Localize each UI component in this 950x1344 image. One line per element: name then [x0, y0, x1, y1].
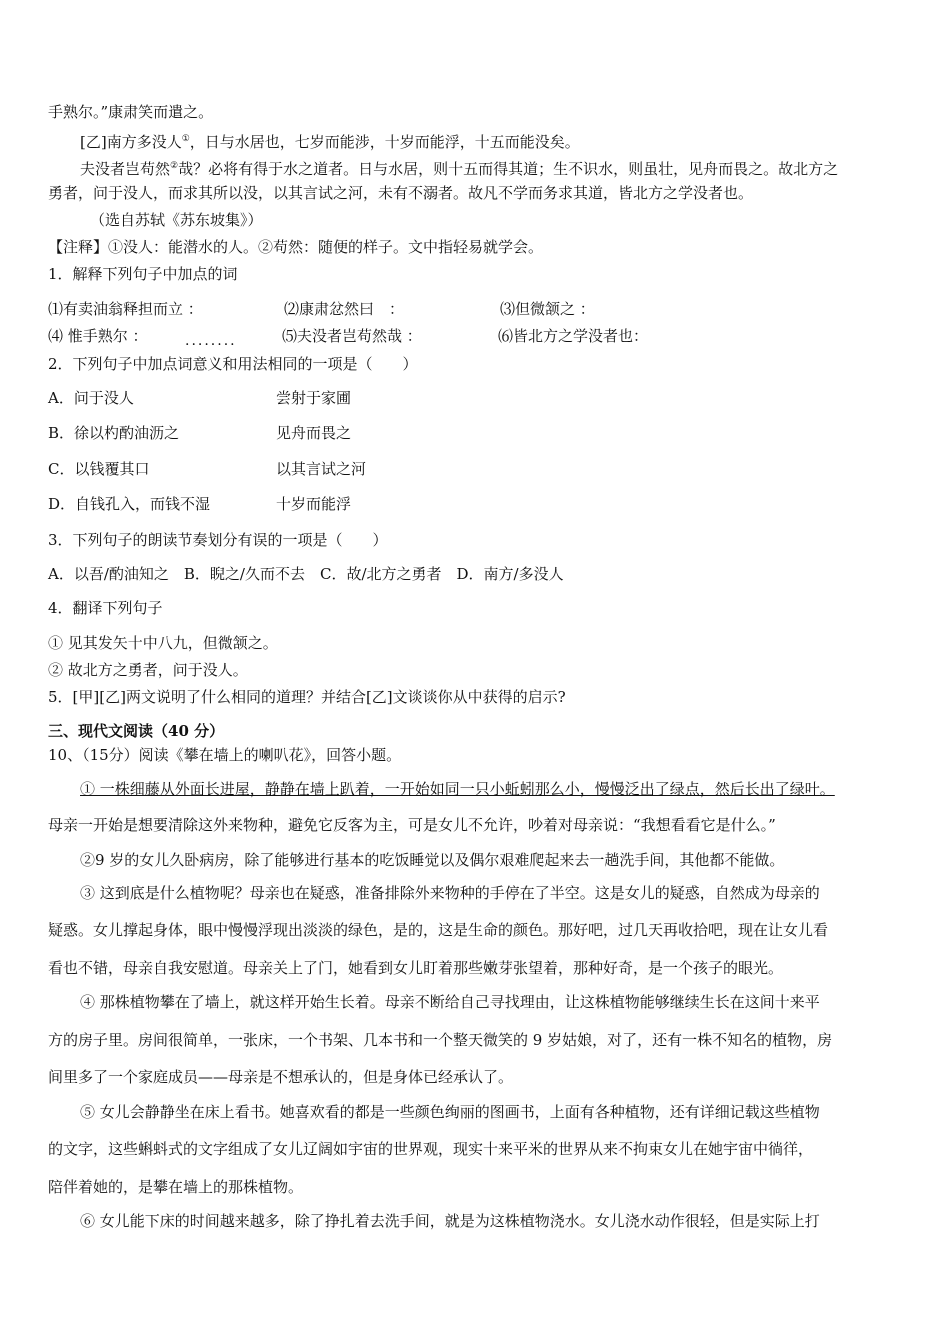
story-paragraph: ④ 那株植物攀在了墙上，就这样开始生长着。母亲不断给自己寻找理由，让这株植物能够继续生长在这间十来平: [80, 993, 820, 1011]
story-paragraph: ⑥ 女儿能下床的时间越来越多，除了挣扎着去洗手间，就是为这株植物浇水。女儿浇水动作很轻，但是实际上打: [80, 1212, 820, 1230]
story-line: 看也不错，母亲自我安慰道。母亲关上了门，她看到女儿盯着那些嫩芽张望着，那种好奇，是一个孩子的眼光。: [48, 959, 784, 977]
story-paragraph: ① 一株细藤从外面长进屋，静静在墙上趴着，一开始如同一只小蚯蚓那么小，慢慢泛出了绿点，然后长出了绿叶。: [80, 780, 835, 798]
question-2: 2．下列句子中加点词意义和用法相同的一项是（ ）: [48, 355, 418, 373]
q2-option-b: B．徐以杓酌油沥之: [48, 424, 180, 442]
passage-tail: 手熟尔。”康肃笑而遣之。: [48, 103, 214, 121]
annotation-note: 【注释】①没人：能潜水的人。②苟然：随便的样子。文中指轻易就学会。: [48, 238, 544, 256]
story-line: 母亲一开始是想要清除这外来物种，避免它反客为主，可是女儿不允许，吵着对母亲说：“我想看看它是什么。”: [48, 816, 776, 834]
question-1: 1．解释下列句子中加点的词: [48, 265, 238, 283]
yi-p1-text-cont: ，日与水居也，七岁而能涉，十岁而能浮，十五而能没矣。: [189, 133, 580, 151]
q3-options: A．以吾/酌油知之 B．睨之/久而不去 C．故/北方之勇者 D．南方/多没人: [48, 565, 564, 583]
q1-item: ⑹皆北方之学没者也：: [498, 327, 649, 345]
yi-paragraph-2: [80, 156, 838, 179]
section-title: 三、现代文阅读（40 分）: [48, 722, 225, 740]
q1-item: ⑵康肃忿然曰 ：: [284, 300, 405, 318]
story-line: 间里多了一个家庭成员——母亲是不想承认的，但是身体已经承认了。: [48, 1068, 514, 1086]
question-4: 4．翻译下列句子: [48, 599, 163, 617]
q1-item: ⑶但微颔之 ：: [500, 300, 595, 318]
story-line: 方的房子里。房间很简单，一张床，一个书架、几本书和一个整天微笑的 9 岁姑娘，对了，还有一株不知名的植物，房: [48, 1031, 833, 1049]
q4-item-2: ② 故北方之勇者，问于没人。: [48, 661, 248, 679]
q2-option-a-compare: 尝射于家圃: [276, 389, 352, 407]
q2-option-c: C．以钱覆其口: [48, 460, 150, 478]
q1-item: ⑸夫没者岂苟然哉 ：: [282, 327, 422, 345]
story-paragraph: ③ 这到底是什么植物呢？母亲也在疑惑，准备排除外来物种的手停在了半空。这是女儿的疑惑，自然成为母亲的: [80, 884, 820, 902]
q2-option-c-compare: 以其言试之河: [276, 460, 367, 478]
story-line: 的文字，这些蝌蚪式的文字组成了女儿辽阔如宇宙的世界观，现实十来平米的世界从来不拘束女儿在她宇宙中徜徉，: [48, 1140, 814, 1158]
q2-option-d-compare: 十岁而能浮: [276, 495, 352, 513]
emphasis-dots: ........: [185, 333, 237, 349]
yi-paragraph-1: [80, 129, 580, 152]
story-paragraph: ⑤ 女儿会静静坐在床上看书。她喜欢看的都是一些颜色绚丽的图画书，上面有各种植物，还有详细记载这些植物: [80, 1103, 820, 1121]
question-10: 10、（15分）阅读《攀在墙上的喇叭花》，回答小题。: [48, 746, 402, 764]
story-line: 陪伴着她的，是攀在墙上的那株植物。: [48, 1178, 304, 1196]
q1-item: ⑷ 惟手熟尔 ：: [48, 327, 148, 345]
yi-p1-text: [乙]南方多没人: [80, 133, 182, 151]
q2-option-a: A．问于没人: [48, 389, 134, 407]
q2-option-d: D．自钱孔入，而钱不湿: [48, 495, 211, 513]
yi-p2-text-cont: 哉？必将有得于水之道者。日与水居，则十五而得其道；生不识水，则虽壮，见舟而畏之。故北方之: [178, 160, 839, 178]
yi-paragraph-2-cont: 勇者，问于没人，而求其所以没，以其言试之河，未有不溺者。故凡不学而务求其道，皆北方之学没者也。: [48, 184, 754, 202]
question-5: 5．[甲][乙]两文说明了什么相同的道理？并结合[乙]文谈谈你从中获得的启示?: [48, 688, 566, 706]
story-paragraph: ②9 岁的女儿久卧病房，除了能够进行基本的吃饭睡觉以及偶尔艰难爬起来去一趟洗手间，其他都不能做。: [80, 851, 785, 869]
source-citation: （选自苏轼《苏东坡集》）: [90, 211, 263, 229]
q4-item-1: ① 见其发矢十中八九，但微颔之。: [48, 634, 278, 652]
q1-item: ⑴有卖油翁释担而立 ：: [48, 300, 203, 318]
footnote-marker-2: ②: [170, 161, 179, 171]
footnote-marker-1: ①: [181, 134, 190, 144]
q2-option-b-compare: 见舟而畏之: [276, 424, 352, 442]
story-line: 疑惑。女儿撑起身体，眼中慢慢浮现出淡淡的绿色，是的，这是生命的颜色。那好吧，过几天再收拾吧，现在让女儿看: [48, 921, 829, 939]
yi-p2-text: 夫没者岂苟然: [80, 160, 171, 178]
question-3: 3．下列句子的朗读节奏划分有误的一项是（ ）: [48, 531, 388, 549]
